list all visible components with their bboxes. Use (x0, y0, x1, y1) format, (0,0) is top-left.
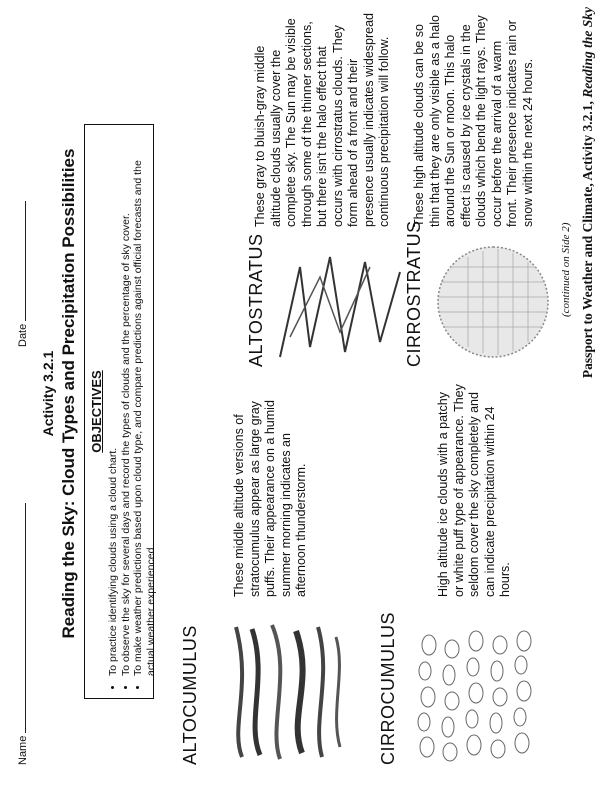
footer-citation (580, 7, 596, 617)
activity-number: Activity 3.2.1 (40, 350, 56, 437)
page-title: Reading the Sky: Cloud Types and Precipitation Possibilities (59, 148, 78, 639)
name-field (14, 503, 29, 765)
cirrocumulus-icon (412, 617, 547, 767)
objective-item-3: • To make weather predictions based upon cloud type, and compare predictions against official forecasts and the actual weather experienced. (132, 133, 157, 676)
cirrocumulus-description: High altitude ice clouds with a patchy or white puff type of appearance. They seldom cover the sky completely and can indicate precipitation within 24 hours. (436, 384, 512, 597)
cirrocumulus-title: CIRROCUMULUS (378, 611, 398, 765)
date-field (14, 201, 29, 347)
objectives-box (84, 124, 157, 699)
altocumulus-description: These middle altitude versions of stratocumulus appear as large gray puffs. Their appearance on a humid summer morning indicates an afternoon thunderstorm. (232, 400, 308, 597)
altostratus-description: These gray to bluish-gray middle altitude clouds usually cover the complete sky. The Sun may be visible through some of the thinner sections, but there isn't the halo effect that occurs with cirrostratus clouds. They form ahead of a front and their presence usually indicates widespread continuous precipitation will follow. (253, 12, 391, 227)
altocumulus-title: ALTOCUMULUS (180, 625, 200, 765)
cirrostratus-description: These high altitude clouds can be so thin that they are only visible as a halo around the Sun or moon. This halo effect is caused by ice crystals in the clouds which bend the light rays. They occur before the arrival of a warm front. Their presence indicates rain or snow within the next 24 hours. (412, 15, 535, 227)
objective-item-2: • To observe the sky for several days and record the types of clouds and the percentage of sky cover. (120, 133, 133, 676)
cirrostratus-title: CIRROSTRATUS (404, 220, 424, 367)
objective-item-1: • To practice identifying clouds using a cloud chart. (107, 133, 120, 676)
objectives-list (107, 133, 157, 690)
altocumulus-icon (222, 617, 352, 767)
citation-text: Passport to Weather and Climate, Activity 3.2.1, (580, 97, 595, 379)
continued-note: (continued on Side 2) (560, 222, 572, 317)
citation-italic: Reading the Sky (580, 7, 595, 98)
altostratus-icon (270, 247, 410, 367)
altostratus-title: ALTOSTRATUS (246, 233, 266, 367)
objectives-heading: OBJECTIVES (89, 370, 104, 453)
name-line[interactable] (14, 503, 26, 733)
date-label: Date (17, 323, 29, 347)
name-label: Name (17, 735, 29, 765)
date-line[interactable] (14, 201, 26, 321)
cirrostratus-icon (428, 237, 558, 367)
